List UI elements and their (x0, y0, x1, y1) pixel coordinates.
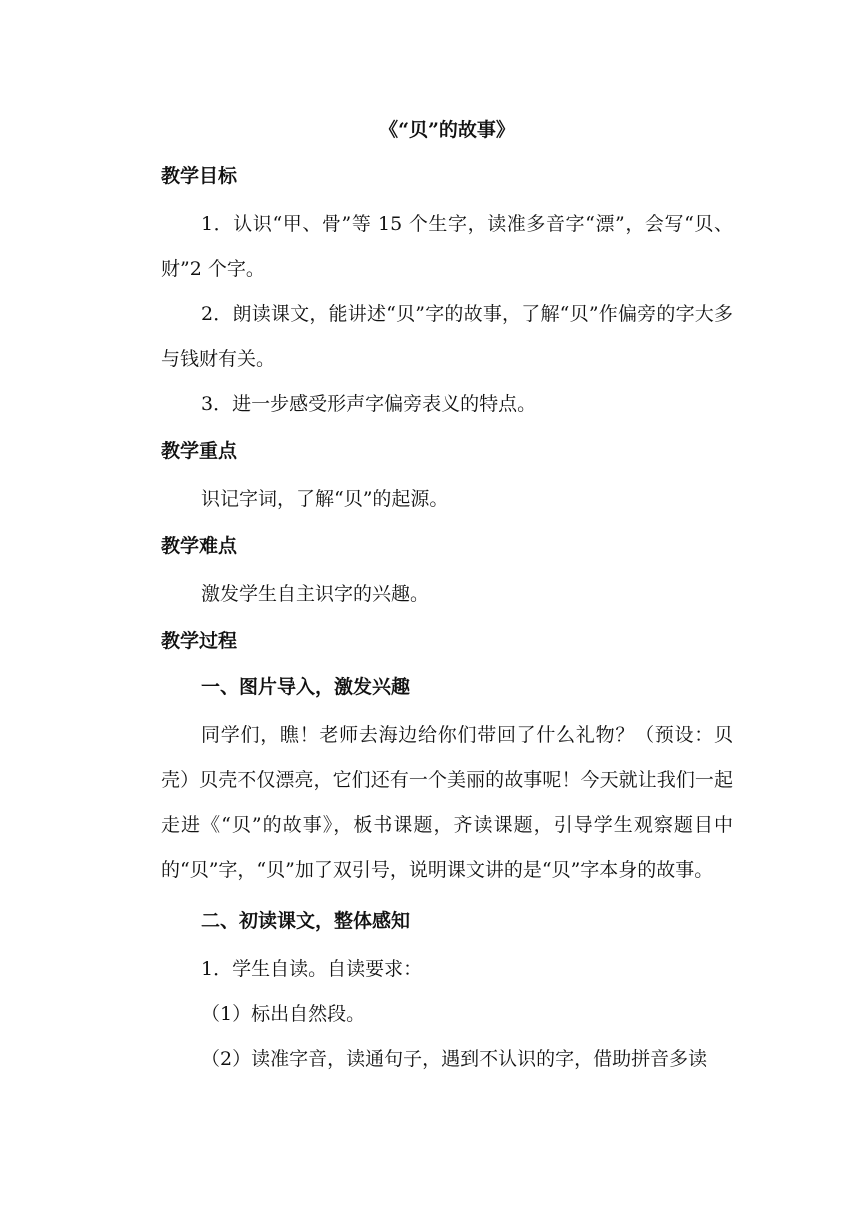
process-part2-sub1: （1）标出自然段。 (201, 1003, 366, 1025)
process-part2-heading: 二、初读课文，整体感知 (201, 910, 411, 932)
objective-item-3: 3．进一步感受形声字偏旁表义的特点。 (201, 393, 537, 415)
process-part2-sub2: （2）读准字音，读通句子，遇到不认识的字，借助拼音多读 (201, 1048, 708, 1070)
process-part2-item1: 1．学生自读。自读要求： (201, 958, 423, 980)
document-title: 《“贝”的故事》 (379, 119, 515, 141)
heading-key-points: 教学重点 (161, 440, 238, 462)
difficulties-text: 激发学生自主识字的兴趣。 (201, 583, 430, 605)
objective-item-1: 1．认识“甲、骨”等 15 个生字，读准多音字“漂”，会写“贝、财”2 个字。 (161, 213, 733, 280)
key-points-text: 识记字词，了解“贝”的起源。 (201, 488, 449, 510)
heading-process: 教学过程 (161, 630, 238, 652)
heading-objectives: 教学目标 (161, 165, 238, 187)
objective-item-2: 2．朗读课文，能讲述“贝”字的故事，了解“贝”作偏旁的字大多与钱财有关。 (161, 303, 733, 370)
document-page (161, 112, 733, 1082)
process-part1-text: 同学们，瞧！老师去海边给你们带回了什么礼物？（预设：贝壳）贝壳不仅漂亮，它们还有一个美丽的故事呢！今天就让我们一起走进《“贝”的故事》，板书课题，齐读课题，引导学生观察题目中的“贝”字，“贝”加了双引号，说明课文讲的是“贝”字本身的故事。 (161, 724, 733, 881)
process-part1-heading: 一、图片导入，激发兴趣 (201, 676, 411, 698)
heading-difficulties: 教学难点 (161, 535, 238, 557)
